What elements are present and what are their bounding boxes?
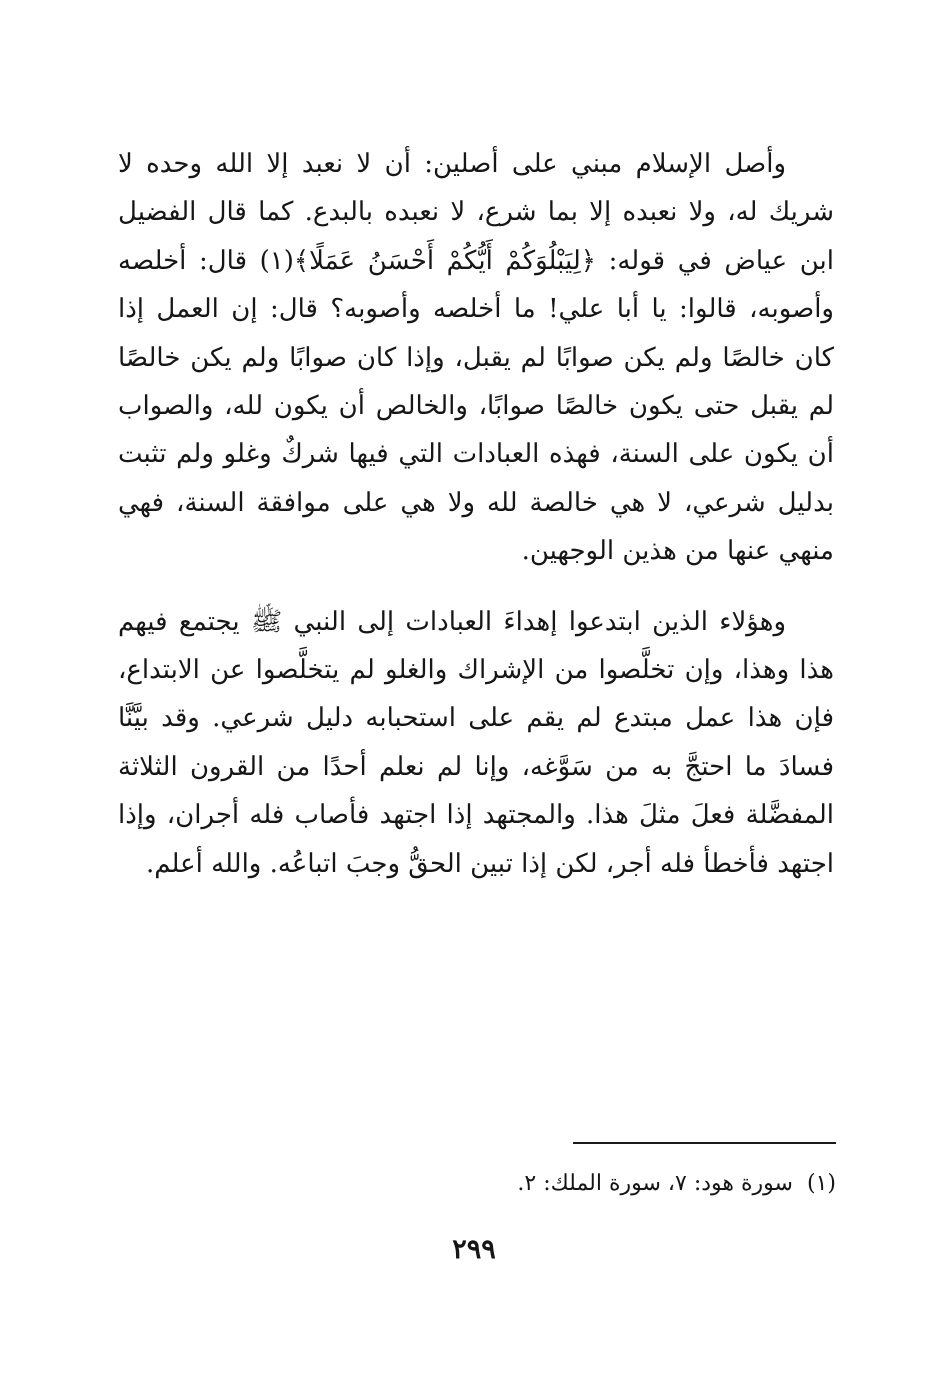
- footnote-divider: [573, 1142, 836, 1144]
- footnote: [236, 1164, 836, 1204]
- page-number: ٢٩٩: [452, 1234, 496, 1265]
- footnote-text: سورة هود: ٧، سورة الملك: ٢.: [517, 1171, 793, 1196]
- paragraph-2: وهؤلاء الذين ابتدعوا إهداءَ العبادات إلى النبي ﷺ يجتمع فيهم هذا وهذا، وإن تخلَّصوا من الإشراك والغلو لم يتخلَّصوا عن الابتداع، فإن هذا عمل مبتدع لم يقم على استحبابه دليل شرعي. وقد بيَّنَّا فسادَ ما احتجَّ به من سَوَّغه، وإنا لم نعلم أحدًا من القرون الثلاثة المفضَّلة فعلَ مثلَ هذا. والمجتهد إذا اجتهد فأصاب فله أجران، وإذا اجتهد فأخطأ فله أجر، لكن إذا تبين الحقُّ وجبَ اتباعُه. والله أعلم.: [118, 606, 834, 879]
- paragraph-1: وأصل الإسلام مبني على أصلين: أن لا نعبد إلا الله وحده لا شريك له، ولا نعبده إلا بما شرع، لا نعبده بالبدع. كما قال الفضيل ابن عياض في قوله: ﴿لِيَبْلُوَكُمْ أَيُّكُمْ أَحْسَنُ عَمَلًا﴾(١) قال: أخلصه وأصوبه، قالوا: يا أبا علي! ما أخلصه وأصوبه؟ قال: إن العمل إذا كان خالصًا ولم يكن صوابًا لم يقبل، وإذا كان صوابًا ولم يكن خالصًا لم يقبل حتى يكون خالصًا صوابًا، والخالص أن يكون لله، والصواب أن يكون على السنة، فهذه العبادات التي فيها شركٌ وغلو ولم تثبت بدليل شرعي، لا هي خالصة لله ولا هي على موافقة السنة، فهي منهي عنها من هذين الوجهين.: [118, 149, 835, 567]
- footnote-marker: (١): [806, 1171, 836, 1196]
- body-text: [118, 140, 834, 888]
